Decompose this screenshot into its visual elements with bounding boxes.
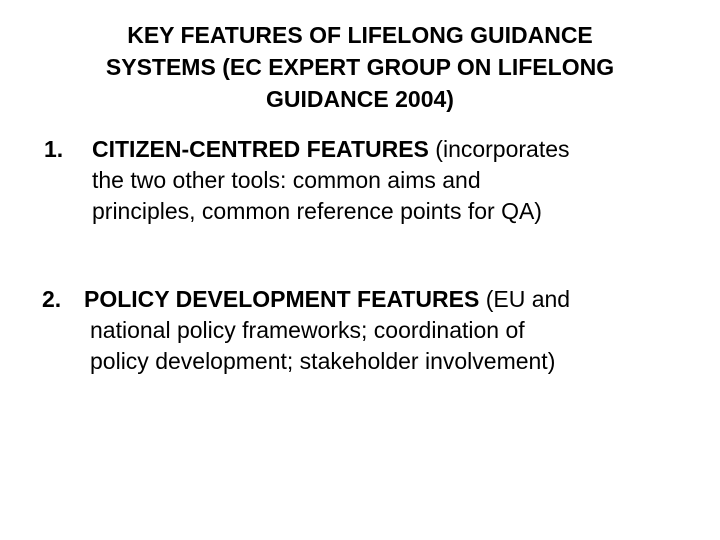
item-2-line-1-rest: (EU and bbox=[479, 286, 571, 312]
item-1-line-3: principles, common reference points for QA) bbox=[92, 198, 542, 224]
slide-title bbox=[0, 19, 720, 115]
item-2-line-2: national policy frameworks; coordination of bbox=[90, 317, 525, 343]
item-2-heading: POLICY DEVELOPMENT FEATURES bbox=[84, 286, 480, 312]
item-2-line-1 bbox=[42, 284, 702, 315]
title-line-2: SYSTEMS (EC EXPERT GROUP ON LIFELONG bbox=[105, 54, 615, 80]
title-line-1: KEY FEATURES OF LIFELONG GUIDANCE bbox=[127, 22, 593, 48]
list-item-citizen-centred bbox=[44, 134, 704, 227]
item-2-number: 2. bbox=[42, 286, 62, 312]
item-1-line-2: the two other tools: common aims and bbox=[92, 167, 481, 193]
item-1-heading: CITIZEN-CENTRED FEATURES bbox=[92, 136, 429, 162]
item-1-line-1-rest: (incorporates bbox=[428, 136, 570, 162]
title-line-3: GUIDANCE 2004) bbox=[266, 86, 454, 112]
item-1-line-1 bbox=[44, 134, 704, 165]
item-1-number: 1. bbox=[44, 136, 64, 162]
item-2-line-3: policy development; stakeholder involvement) bbox=[90, 348, 556, 374]
list-item-policy-development bbox=[42, 284, 702, 377]
